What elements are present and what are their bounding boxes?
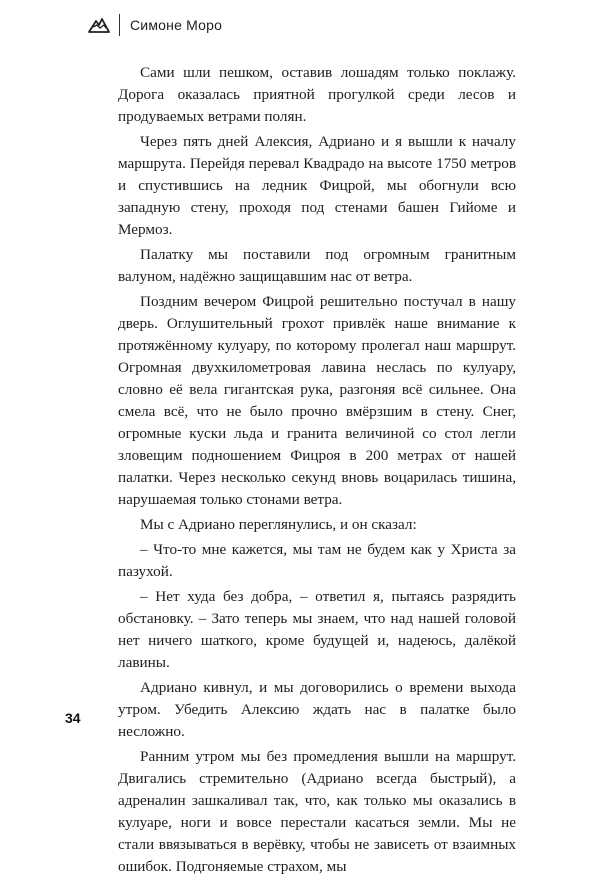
paragraph: Палатку мы поставили под огромным гранитным валуном, надёжно защищавшим нас от ветра. — [118, 246, 516, 285]
author-name: Симоне Моро — [130, 17, 223, 33]
paragraph: Адриано кивнул, и мы договорились о времени выхода утром. Убедить Алексию ждать нас в палатке было несложно. — [118, 679, 516, 740]
body-text — [118, 62, 516, 878]
paragraph: Через пять дней Алексия, Адриано и я вышли к началу маршрута. Перейдя перевал Квадрадо на высоте 1750 метров и спустившись на ледник Фицрой, мы обогнули всю западную стену, проходя под стенами башен Гийоме и Мермоз. — [118, 133, 516, 238]
paragraph: – Что-то мне кажется, мы там не будем как у Христа за пазухой. — [118, 541, 516, 580]
paragraph: – Нет худа без добра, – ответил я, пытаясь разрядить обстановку. – Зато теперь мы знаем, что над нашей головой нет ничего шаткого, кроме будущей и, надеюсь, далёкой лавины. — [118, 588, 516, 671]
page-number: 34 — [65, 710, 81, 726]
running-header — [88, 12, 222, 38]
paragraph: Мы с Адриано переглянулись, и он сказал: — [140, 516, 417, 533]
mountain-logo-icon — [88, 16, 110, 34]
paragraph: Ранним утром мы без промедления вышли на маршрут. Двигались стремительно (Адриано всегда быстрый), а адреналин зашкаливал так, что, как только мы оказались в кулуаре, ноги и вовсе перестали касаться земли. Мы не стали ввязываться в верёвку, чтобы не зависеть от взаимных ошибок. Подгоняемые страхом, мы — [118, 748, 516, 875]
paragraph: Сами шли пешком, оставив лошадям только поклажу. Дорога оказалась приятной прогулкой среди лесов и продуваемых ветрами полян. — [118, 64, 516, 125]
header-divider — [119, 14, 120, 36]
paragraph: Поздним вечером Фицрой решительно постучал в нашу дверь. Оглушительный грохот привлёк наше внимание к протяжённому кулуару, по которому пролегал наш маршрут. Огромная двухкилометровая лавина неслась по кулуару, словно её вела гигантская рука, разгоняя всё сильнее. Она смела всё, что не было прочно вмёрзшим в стену. Снег, огромные куски льда и гранита величиной со стол легли зловещим подношением Фицроя в 200 метрах от нашей палатки. Через несколько секунд вновь воцарилась тишина, нарушаемая только стонами ветра. — [118, 293, 516, 508]
